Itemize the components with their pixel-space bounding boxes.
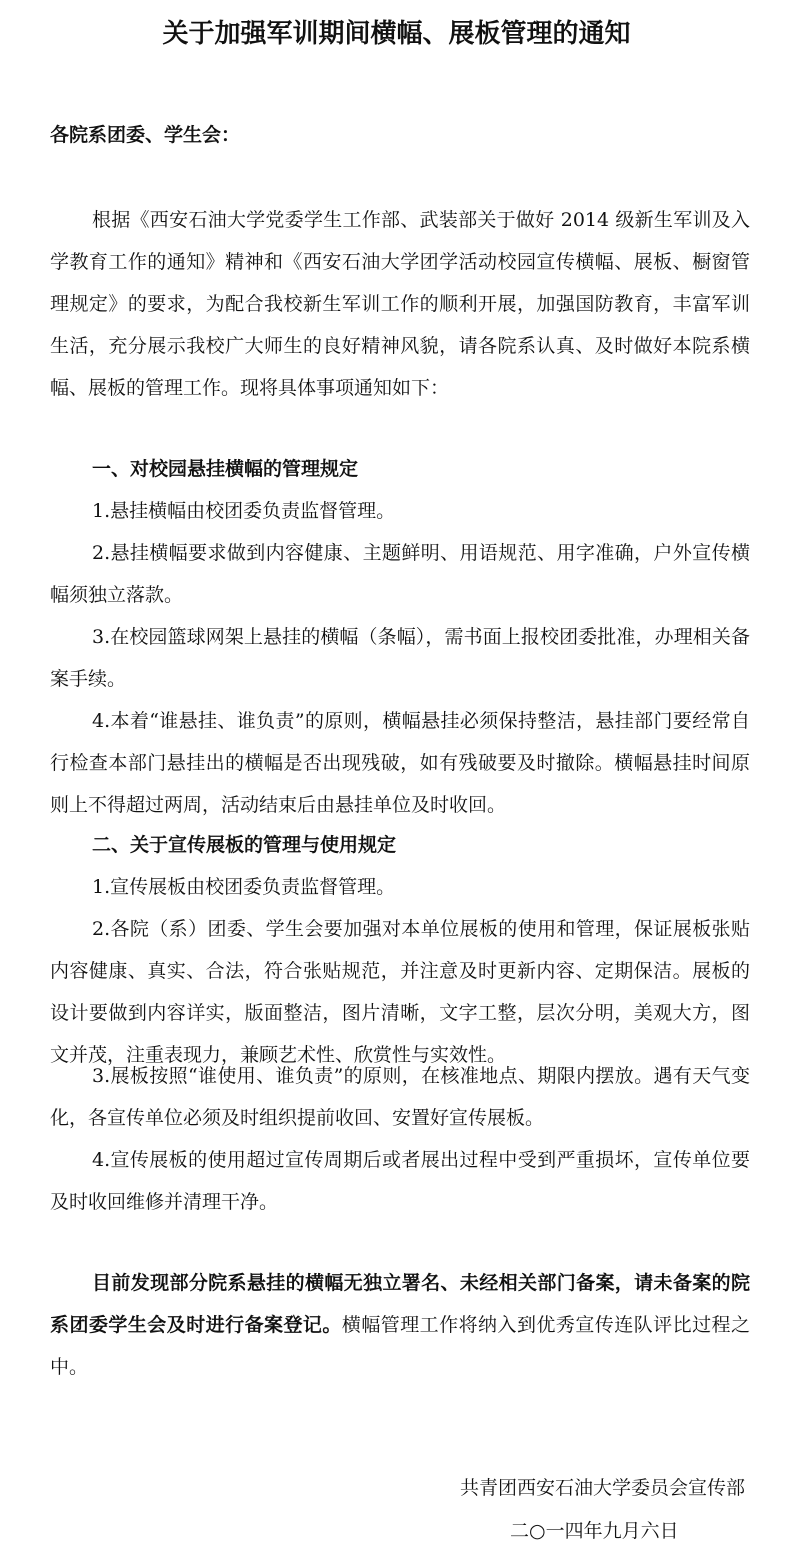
closing-bold-text: 目前发现部分院系悬挂的横幅无独立署名、未经相关部门备案，请未备案的院系团委学生会及时进行备案登记。 [50,1272,750,1336]
section-2-heading: 二、关于宣传展板的管理与使用规定 [92,834,397,856]
section-1-item-4: 4.本着“谁悬挂、谁负责”的原则，横幅悬挂必须保持整洁，悬挂部门要经常自行检查本部门悬挂出的横幅是否出现残破，如有残破要及时撤除。横幅悬挂时间原则上不得超过两周，活动结束后由悬挂单位及时收回。 [50,710,750,816]
section-1-item-3: 3.在校园篮球网架上悬挂的横幅（条幅），需书面上报校团委批准，办理相关备案手续。 [50,626,750,690]
intro-paragraph: 根据《西安石油大学党委学生工作部、武装部关于做好 2014 级新生军训及入学教育工作的通知》精神和《西安石油大学团学活动校园宣传横幅、展板、橱窗管理规定》的要求，为配合我校新生军训工作的顺利开展，加强国防教育，丰富军训生活，充分展示我校广大师生的良好精神风貌，请各院系认真、及时做好本院系横幅、展板的管理工作。现将具体事项通知如下： [50,209,750,399]
issue-date: 二○一四年九月六日 [510,1520,679,1542]
section-2-item-4: 4.宣传展板的使用超过宣传周期后或者展出过程中受到严重损坏，宣传单位要及时收回维修并清理干净。 [50,1149,750,1213]
closing-paragraph [50,1262,750,1388]
closing-normal-text: 横幅管理工作将纳入到优秀宣传连队评比过程之中。 [50,1314,750,1378]
section-2-item-1: 1.宣传展板由校团委负责监督管理。 [92,876,396,898]
section-1-heading: 一、对校园悬挂横幅的管理规定 [92,458,359,480]
section-1-item-1: 1.悬挂横幅由校团委负责监督管理。 [92,500,396,522]
salutation: 各院系团委、学生会： [50,124,241,146]
document-title: 关于加强军训期间横幅、展板管理的通知 [162,19,631,49]
section-1-item-2: 2.悬挂横幅要求做到内容健康、主题鲜明、用语规范、用字准确，户外宣传横幅须独立落款。 [50,542,750,606]
section-2-item-2: 2.各院（系）团委、学生会要加强对本单位展板的使用和管理，保证展板张贴内容健康、真实、合法，符合张贴规范，并注意及时更新内容、定期保洁。展板的设计要做到内容详实，版面整洁，图片清晰，文字工整，层次分明，美观大方，图文并茂，注重表现力，兼顾艺术性、欣赏性与实效性。 [50,918,750,1066]
section-2-item-3: 3.展板按照“谁使用、谁负责”的原则，在核准地点、期限内摆放。遇有天气变化，各宣传单位必须及时组织提前收回、安置好宣传展板。 [50,1065,750,1129]
issuer-signature: 共青团西安石油大学委员会宣传部 [459,1477,745,1499]
